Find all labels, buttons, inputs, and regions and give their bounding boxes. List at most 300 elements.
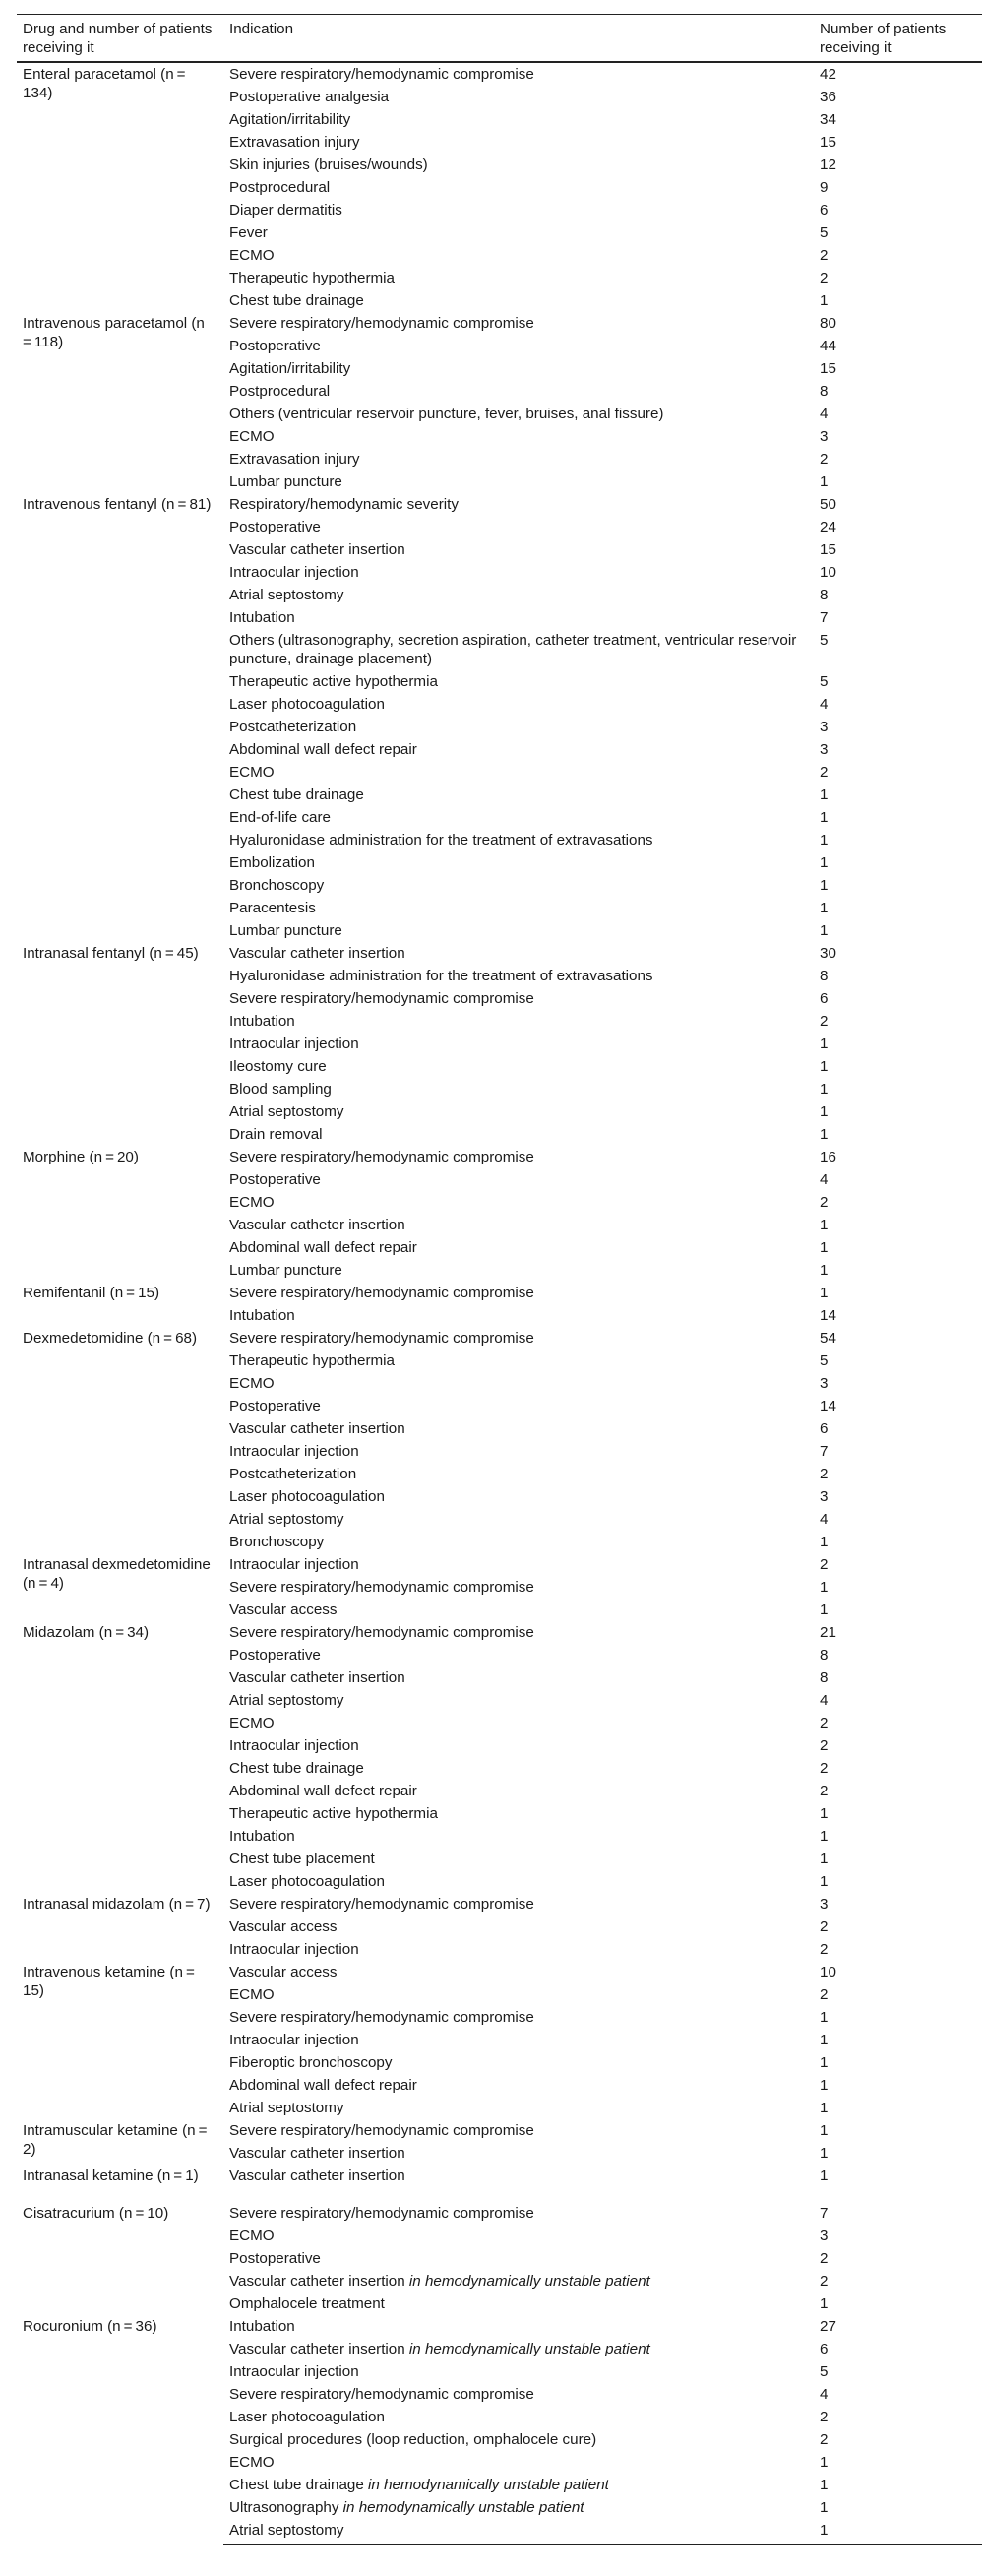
indication-cell [223,2451,814,2474]
indication-text: Surgical procedures (loop reduction, omphalocele cure) [229,2431,597,2448]
patient-count-cell: 2 [820,2250,829,2267]
patient-count-cell: 2 [820,1918,829,1935]
indication-cell [223,2119,814,2142]
indication-cell [223,2029,814,2051]
table-row [17,312,982,335]
indication-qualifier: in hemodynamically unstable patient [408,2273,650,2290]
indication-cell [223,1780,814,1802]
patient-count-cell: 10 [820,1964,836,1980]
patient-count-cell: 5 [820,632,829,649]
indication-cell [223,1712,814,1734]
patient-count-cell: 6 [820,990,829,1007]
indication-cell [223,1734,814,1757]
indication-text: Postoperative [229,338,321,354]
drug-cell: Intranasal dexmedetomidine (n = 4) [23,1556,211,1592]
patient-count-cell: 1 [820,922,829,939]
indication-text: Therapeutic active hypothermia [229,1805,438,1822]
patient-count-cell: 1 [820,2009,829,2026]
patient-count-cell: 1 [820,900,829,916]
patient-count-cell: 1 [820,2122,829,2139]
indication-cell [223,1372,814,1395]
indication-text: Therapeutic hypothermia [229,1352,395,1369]
indication-cell [223,738,814,761]
patient-count-cell: 36 [820,89,836,105]
indication-cell [223,2165,814,2202]
indication-text: Others (ventricular reservoir puncture, fever, bruises, anal fissure) [229,406,664,422]
indication-text: Chest tube placement [229,1851,375,1867]
indication-cell [223,403,814,425]
indication-text: Intraocular injection [229,1556,359,1573]
indication-text: Abdominal wall defect repair [229,2077,417,2094]
patient-count-cell: 6 [820,202,829,219]
patient-count-cell: 2 [820,2431,829,2448]
patient-count-cell: 5 [820,1352,829,1369]
drug-cell: Midazolam (n = 34) [23,1624,150,1641]
indication-cell [223,1259,814,1282]
indication-qualifier: in hemodynamically unstable patient [368,2477,609,2493]
indication-cell [223,1146,814,1168]
patient-count-cell: 2 [820,1760,829,1777]
indication-cell [223,829,814,851]
indication-text: Paracentesis [229,900,316,916]
patient-count-cell: 2 [820,1783,829,1799]
table-row [17,1146,982,1168]
indication-text: Chest tube drainage [229,1760,364,1777]
patient-count-cell: 15 [820,360,836,377]
indication-text: Severe respiratory/hemodynamic compromise [229,2009,534,2026]
indication-text: Abdominal wall defect repair [229,741,417,758]
indication-text: Postoperative analgesia [229,89,390,105]
indication-text: Fever [229,224,268,241]
indication-text: Vascular catheter insertion [229,1217,405,1233]
indication-cell [223,2202,814,2225]
patient-count-cell: 1 [820,1103,829,1120]
indication-cell [223,874,814,897]
indication-qualifier: in hemodynamically unstable patient [342,2499,584,2516]
indication-cell [223,2097,814,2119]
patient-count-cell: 1 [820,1058,829,1075]
indication-text: Drain removal [229,1126,323,1143]
indication-cell [223,1870,814,1893]
indication-cell [223,851,814,874]
drug-cell: Intravenous paracetamol (n = 118) [23,315,208,350]
indication-text: Severe respiratory/hemodynamic compromise [229,2122,534,2139]
indication-cell [223,538,814,561]
indication-text: Therapeutic hypothermia [229,270,395,286]
indication-text: Vascular catheter insertion [229,2168,405,2184]
indication-text: ECMO [229,247,275,264]
indication-text: Severe respiratory/hemodynamic compromise [229,2205,534,2222]
indication-text: Intraocular injection [229,1737,359,1754]
indication-cell [223,1440,814,1463]
patient-count-cell: 1 [820,1239,829,1256]
indication-cell [223,2360,814,2383]
patient-count-cell: 2 [820,2409,829,2425]
patient-count-cell: 8 [820,968,829,984]
indication-text: Extravasation injury [229,134,360,151]
indication-text: Vascular access [229,1602,338,1618]
indication-cell [223,1395,814,1417]
patient-count-cell: 1 [820,809,829,826]
indication-text: Intraocular injection [229,2363,359,2380]
indication-cell [223,2474,814,2496]
table-row [17,1282,982,1304]
patient-count-cell: 15 [820,134,836,151]
drug-cell: Intramuscular ketamine (n = 2) [23,2122,211,2158]
patient-count-cell: 3 [820,1896,829,1913]
patient-count-cell: 44 [820,338,836,354]
indication-text: Atrial septostomy [229,1511,344,1528]
indication-text: ECMO [229,428,275,445]
patient-count-cell: 34 [820,111,836,128]
patient-count-cell: 2 [820,1986,829,2003]
patient-count-cell: 1 [820,2295,829,2312]
indication-text: ECMO [229,2454,275,2471]
patient-count-cell: 42 [820,66,836,83]
indication-cell [223,176,814,199]
patient-count-cell: 8 [820,1669,829,1686]
indication-cell [223,2428,814,2451]
indication-text: Intubation [229,1828,295,1845]
indication-cell [223,1485,814,1508]
patient-count-cell: 1 [820,1805,829,1822]
indication-cell [223,154,814,176]
patient-count-cell: 1 [820,877,829,894]
table-row [17,1621,982,1644]
indication-text: Postprocedural [229,179,331,196]
indication-text: Intraocular injection [229,1443,359,1460]
indication-cell [223,1689,814,1712]
patient-count-cell: 6 [820,1420,829,1437]
indication-text: Intubation [229,2318,295,2335]
patient-count-cell: 14 [820,1307,836,1324]
indication-cell [223,1123,814,1146]
drug-cell: Morphine (n = 20) [23,1149,139,1165]
patient-count-cell: 8 [820,1647,829,1664]
patient-count-cell: 4 [820,1692,829,1709]
indication-text: Severe respiratory/hemodynamic compromise [229,315,534,332]
drug-cell: Intravenous ketamine (n = 15) [23,1964,198,1999]
indication-text: Laser photocoagulation [229,2409,385,2425]
indication-cell [223,1938,814,1961]
indication-text: Vascular catheter insertion [229,945,405,962]
header-indication: Indication [229,21,294,37]
indication-cell [223,987,814,1010]
patient-count-cell: 2 [820,247,829,264]
indication-text: Vascular catheter insertion [229,1420,405,1437]
indication-cell [223,1599,814,1621]
indication-text: Therapeutic active hypothermia [229,673,438,690]
table-row [17,1893,982,1916]
indication-text: Severe respiratory/hemodynamic compromise [229,1285,534,1301]
patient-count-cell: 1 [820,2499,829,2516]
indication-text: Severe respiratory/hemodynamic compromise [229,2386,534,2403]
indication-cell [223,942,814,965]
patient-count-cell: 1 [820,1081,829,1098]
patient-count-cell: 1 [820,1126,829,1143]
indication-cell [223,131,814,154]
indication-cell [223,629,814,670]
indication-text: Intraocular injection [229,1941,359,1958]
indication-text: Severe respiratory/hemodynamic compromise [229,66,534,83]
patient-count-cell: 2 [820,1466,829,1482]
indication-cell [223,1893,814,1916]
indication-text: Vascular catheter insertion [229,2145,405,2162]
patient-count-cell: 9 [820,179,829,196]
patient-count-cell: 2 [820,451,829,468]
indication-cell [223,716,814,738]
indication-text: Vascular access [229,1964,338,1980]
drug-cell: Cisatracurium (n = 10) [23,2205,169,2222]
patient-count-cell: 7 [820,609,829,626]
indication-text: Chest tube drainage [229,2477,364,2493]
indication-text: Intubation [229,1013,295,1030]
indication-text: Postoperative [229,1398,321,1414]
patient-count-cell: 1 [820,2145,829,2162]
table-body [17,62,982,2545]
indication-cell [223,1282,814,1304]
indication-cell [223,425,814,448]
indication-cell [223,965,814,987]
table-row [17,2315,982,2338]
patient-count-cell: 2 [820,270,829,286]
indication-cell [223,1848,814,1870]
indication-text: Abdominal wall defect repair [229,1239,417,1256]
indication-text: ECMO [229,1194,275,1211]
indication-cell [223,199,814,221]
indication-cell [223,2293,814,2315]
indication-text: Vascular access [229,1918,338,1935]
indication-text: Lumbar puncture [229,473,342,490]
indication-cell [223,693,814,716]
patient-count-cell: 16 [820,1149,836,1165]
patient-count-cell: 54 [820,1330,836,1347]
patient-count-cell: 1 [820,2077,829,2094]
patient-count-cell: 21 [820,1624,836,1641]
indication-text: Severe respiratory/hemodynamic compromise [229,1149,534,1165]
patient-count-cell: 4 [820,1511,829,1528]
indication-text: Others (ultrasonography, secretion aspiration, catheter treatment, ventricular reservoir puncture, drainage placement) [229,632,797,667]
indication-cell [223,1100,814,1123]
indication-text: Intubation [229,609,295,626]
patient-count-cell: 1 [820,2168,829,2184]
indication-text: Intraocular injection [229,1036,359,1052]
patient-count-cell: 8 [820,587,829,603]
indication-text: Postprocedural [229,383,331,400]
indication-cell [223,2225,814,2247]
indication-text: Agitation/irritability [229,111,351,128]
patient-count-cell: 2 [820,1194,829,1211]
patient-count-cell: 3 [820,428,829,445]
indication-text: Hyaluronidase administration for the treatment of extravasations [229,968,653,984]
indication-cell [223,335,814,357]
drug-cell: Enteral paracetamol (n = 134) [23,66,189,101]
table-row [17,2119,982,2142]
indication-cell [223,1553,814,1576]
indication-text: Intraocular injection [229,2032,359,2048]
indication-text: Vascular catheter insertion [229,2273,405,2290]
patient-count-cell: 6 [820,2341,829,2357]
patient-count-cell: 1 [820,2032,829,2048]
patient-count-cell: 2 [820,764,829,781]
drug-cell: Intranasal midazolam (n = 7) [23,1896,211,1913]
indication-cell [223,584,814,606]
indication-cell [223,2519,814,2545]
patient-count-cell: 2 [820,2273,829,2290]
indication-cell [223,1576,814,1599]
indication-cell [223,471,814,493]
drug-cell: Remifentanil (n = 15) [23,1285,160,1301]
indication-cell [223,493,814,516]
indication-cell [223,1508,814,1531]
indication-cell [223,2406,814,2428]
indication-text: Lumbar puncture [229,1262,342,1279]
indication-text: Ileostomy cure [229,1058,327,1075]
indication-cell [223,2270,814,2293]
indication-cell [223,1168,814,1191]
indication-cell [223,1033,814,1055]
indication-text: Vascular catheter insertion [229,1669,405,1686]
indication-cell [223,1010,814,1033]
table-row [17,1961,982,1983]
indication-cell [223,108,814,131]
indication-text: Atrial septostomy [229,2100,344,2116]
indication-cell [223,1417,814,1440]
indication-cell [223,2006,814,2029]
indication-text: Intraocular injection [229,564,359,581]
indication-text: Postcatheterization [229,719,357,735]
indication-text: Embolization [229,854,315,871]
indication-cell [223,1916,814,1938]
patient-count-cell: 1 [820,1828,829,1845]
indication-text: Ultrasonography [229,2499,339,2516]
drug-cell: Intranasal ketamine (n = 1) [23,2168,199,2184]
indication-text: Severe respiratory/hemodynamic compromise [229,1579,534,1596]
indication-cell [223,221,814,244]
patient-count-cell: 1 [820,786,829,803]
indication-text: Postoperative [229,1647,321,1664]
patient-count-cell: 4 [820,2386,829,2403]
drug-cell: Intranasal fentanyl (n = 45) [23,945,199,962]
indication-cell [223,448,814,471]
table-row [17,2202,982,2225]
indication-text: ECMO [229,764,275,781]
indication-text: Vascular catheter insertion [229,541,405,558]
indications-table [17,14,982,2545]
indication-cell [223,1644,814,1666]
indication-text: Postoperative [229,1171,321,1188]
indication-cell [223,897,814,919]
indication-text: ECMO [229,1986,275,2003]
indication-cell [223,1055,814,1078]
indication-cell [223,357,814,380]
indication-cell [223,289,814,312]
indication-text: Atrial septostomy [229,1103,344,1120]
indication-text: Postoperative [229,2250,321,2267]
indication-cell [223,1961,814,1983]
indication-qualifier: in hemodynamically unstable patient [408,2341,650,2357]
indication-cell [223,2383,814,2406]
patient-count-cell: 3 [820,2228,829,2244]
patient-count-cell: 14 [820,1398,836,1414]
patient-count-cell: 2 [820,1013,829,1030]
table-container [17,14,982,2545]
indication-text: Atrial septostomy [229,2522,344,2539]
indication-cell [223,1214,814,1236]
indication-text: Postoperative [229,519,321,535]
table-row [17,942,982,965]
drug-cell: Rocuronium (n = 36) [23,2318,157,2335]
patient-count-cell: 1 [820,832,829,848]
header-drug: Drug and number of patients receiving it [23,21,213,56]
indication-text: Bronchoscopy [229,1534,325,1550]
indication-cell [223,1327,814,1350]
patient-count-cell: 1 [820,473,829,490]
indication-cell [223,1191,814,1214]
indication-cell [223,2338,814,2360]
patient-count-cell: 2 [820,1737,829,1754]
indication-cell [223,86,814,108]
indication-text: ECMO [229,1375,275,1392]
patient-count-cell: 1 [820,2454,829,2471]
patient-count-cell: 2 [820,1941,829,1958]
patient-count-cell: 1 [820,1217,829,1233]
indication-text: Bronchoscopy [229,877,325,894]
indication-text: Severe respiratory/hemodynamic compromise [229,990,534,1007]
indication-cell [223,244,814,267]
indication-cell [223,380,814,403]
header-row [17,15,982,63]
indication-text: End-of-life care [229,809,331,826]
indication-text: Diaper dermatitis [229,202,342,219]
patient-count-cell: 1 [820,292,829,309]
patient-count-cell: 3 [820,1488,829,1505]
indication-cell [223,761,814,784]
drug-cell: Intravenous fentanyl (n = 81) [23,496,212,513]
indication-text: Chest tube drainage [229,786,364,803]
patient-count-cell: 7 [820,1443,829,1460]
patient-count-cell: 1 [820,1579,829,1596]
patient-count-cell: 50 [820,496,836,513]
indication-text: Blood sampling [229,1081,332,1098]
indication-cell [223,784,814,806]
indication-cell [223,1825,814,1848]
indication-text: Fiberoptic bronchoscopy [229,2054,393,2071]
patient-count-cell: 5 [820,224,829,241]
indication-cell [223,2074,814,2097]
patient-count-cell: 5 [820,2363,829,2380]
patient-count-cell: 15 [820,541,836,558]
indication-cell [223,1463,814,1485]
indication-cell [223,670,814,693]
indication-cell [223,1666,814,1689]
indication-text: ECMO [229,1715,275,1731]
patient-count-cell: 1 [820,1534,829,1550]
indication-text: Atrial septostomy [229,587,344,603]
indication-cell [223,312,814,335]
patient-count-cell: 7 [820,2205,829,2222]
patient-count-cell: 1 [820,2054,829,2071]
indication-cell [223,561,814,584]
patient-count-cell: 4 [820,696,829,713]
patient-count-cell: 24 [820,519,836,535]
indication-cell [223,2315,814,2338]
patient-count-cell: 3 [820,719,829,735]
table-row [17,1327,982,1350]
indication-cell [223,62,814,86]
patient-count-cell: 2 [820,1715,829,1731]
indication-text: Laser photocoagulation [229,1488,385,1505]
